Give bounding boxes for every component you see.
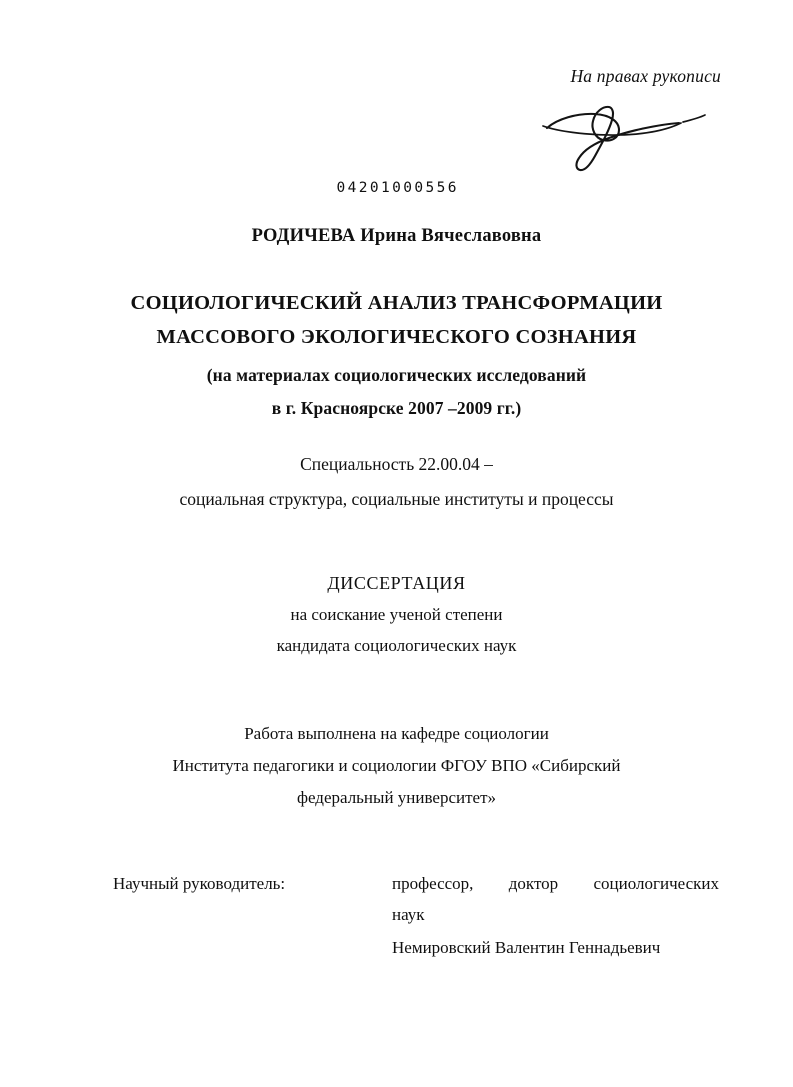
title-line-1: СОЦИОЛОГИЧЕСКИЙ АНАЛИЗ ТРАНСФОРМАЦИИ [130,292,663,314]
subtitle-block [0,359,793,425]
supervisor-value [392,868,719,963]
affiliation-block [0,718,793,814]
subtitle-line-2: в г. Красноярске 2007 –2009 гг.) [271,398,522,418]
affiliation-line-1: Работа выполнена на кафедре социологии [244,724,549,743]
specialty-line-1: Специальность 22.00.04 – [300,454,493,474]
author-name: РОДИЧЕВА Ирина Вячеславовна [251,226,542,246]
title-line-2: МАССОВОГО ЭКОЛОГИЧЕСКОГО СОЗНАНИЯ [156,326,637,348]
supervisor-degree-line-1: профессор, доктор социологических [392,874,719,893]
dissertation-heading: ДИССЕРТАЦИЯ [327,573,466,593]
catalogue-number: 04201000556 [336,180,459,196]
affiliation-line-2: Института педагогики и социологии ФГОУ ВПО «Сибирский [172,756,621,775]
handwritten-signature-icon [533,98,713,176]
dissertation-line-2: кандидата социологических наук [276,636,517,655]
supervisor-degree-line-2: наук [392,905,425,924]
specialty-block [0,447,793,517]
title-block [0,286,793,425]
supervisor-label: Научный руководитель: [113,874,286,893]
dissertation-block [0,567,793,661]
affiliation-line-3: федеральный университет» [296,788,497,807]
handwritten-signature [0,98,713,178]
supervisor-person: Немировский Валентин Геннадьевич [392,938,661,957]
manuscript-note: На правах рукописи [570,66,721,86]
specialty-line-2: социальная структура, социальные институты и процессы [179,489,614,509]
subtitle-line-1: (на материалах социологических исследований [206,365,587,385]
dissertation-line-1: на соискание ученой степени [290,605,503,624]
